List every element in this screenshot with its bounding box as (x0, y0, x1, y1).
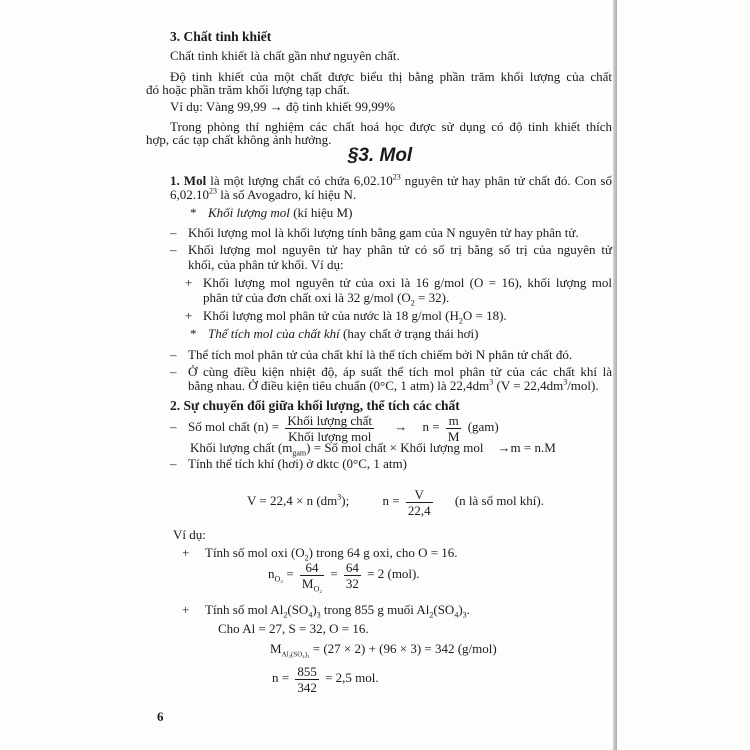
paragraph: khối, của phân tử khối. Ví dụ: (188, 257, 344, 272)
section-title-mol: §3. Mol (347, 145, 413, 166)
dash-item: – Thể tích mol phân tử của chất khí là thể tích chiếm bởi N phân tử chất đó. (170, 347, 573, 362)
dash-item: – Ở cùng điều kiện nhiệt độ, áp suất thể tích mol phân tử của các chất khí là (170, 364, 612, 379)
paragraph: Trong phòng thí nghiệm các chất hoá học được sử dụng có độ tinh khiết thích (170, 119, 612, 134)
paragraph: hợp, các tạp chất không ảnh hưởng. (146, 132, 332, 147)
formula-volume: V = 22,4 × n $(dm^3)$; n = $\frac{V}{22,4}$ (n là số mol khí). (247, 486, 544, 518)
dash-item: – Khối lượng mol nguyên tử hay phân tử có số trị bằng số trị của nguyên tử (170, 242, 612, 257)
paragraph: 6,02.10$^{23}$ là số Avogadro, kí hiệu N. (170, 186, 357, 202)
example-label: Ví dụ: (173, 527, 206, 542)
paragraph: 1. Mol là một lượng chất có chứa 6,02.10$^{23}$ nguyên tử hay phân tử chất đó. Con số (170, 172, 612, 188)
bullet-item: * Thể tích mol của chất khí (hay chất ở trạng thái hơi) (190, 326, 479, 341)
given-values: Cho Al = 27, S = 32, O = 16. (218, 621, 369, 636)
page-edge-shadow (613, 0, 617, 750)
plus-item: + Khối lượng mol phân tử của nước là 18 g/mol $(H_2O = 18)$. (185, 308, 507, 326)
paragraph: bằng nhau. Ở điều kiện tiêu chuẩn (0°C, 1 atm) là $22,4dm^3$ $(V = 22,4dm^3/mol)$. (188, 377, 599, 393)
plus-item: + Tính số mol oxi $(O_2)$ trong 64 g oxi, cho O = 16. (182, 545, 458, 563)
bullet-item: * Khối lượng mol (kí hiệu M) (190, 205, 353, 220)
dash-item: – Tính thể tích khí (hơi) ở dktc (0°C, 1 atm) (170, 456, 407, 471)
dash-item: – Khối lượng mol là khối lượng tính bằng gam của N nguyên tử hay phân tử. (170, 225, 579, 240)
subsection-heading-conversion: 2. Sự chuyển đổi giữa khối lượng, thể tích các chất (170, 398, 460, 413)
paragraph: Ví dụ: Vàng 99,99 → độ tinh khiết 99,99% (170, 99, 396, 114)
formula-molar-mass: $M_{Al_2(SO_4)_3} = (27 \times 2) + (96 \times 3) = 342$ (g/mol) (270, 641, 497, 659)
page-number: 6 (157, 709, 164, 724)
plus-item: + Khối lượng mol nguyên tử của oxi là 16 g/mol (O = 16), khối lượng mol (185, 275, 612, 290)
formula-al-moles: n = $\frac{855}{342}$ = 2,5 mol. (272, 663, 379, 695)
paragraph: phân tử của đơn chất oxi là 32 g/mol $(O_2 = 32)$. (203, 290, 450, 308)
plus-item: + Tính số mol $Al_2(SO_4)_3$ trong 855 g muối $Al_2(SO_4)_3$. (182, 602, 470, 620)
formula-moles: – Số mol chất (n) = $\frac{\text{Khối lượng chất}}{\text{Khối lượng mol}}$ → n = $\frac{m}{M}$ (gam) (170, 412, 499, 444)
paragraph: Chất tinh khiết là chất gần như nguyên chất. (170, 48, 400, 63)
formula-oxygen-moles: $n_{O_2}$ = $\frac{64}{M_{O_2}}$ = $\frac{64}{32}$ = 2 (mol). (268, 559, 420, 594)
formula-mass: Khối lượng chất $(m_{gam})$ = Số mol chất × Khối lượng mol →m = n.M (190, 440, 556, 458)
paragraph: đó hoặc phần trăm khối lượng tạp chất. (146, 82, 350, 97)
section-heading-pure-substance: 3. Chất tinh khiết (170, 29, 272, 44)
paragraph: Độ tinh khiết của một chất được biểu thị bằng phần trăm khối lượng của chất (170, 69, 612, 84)
